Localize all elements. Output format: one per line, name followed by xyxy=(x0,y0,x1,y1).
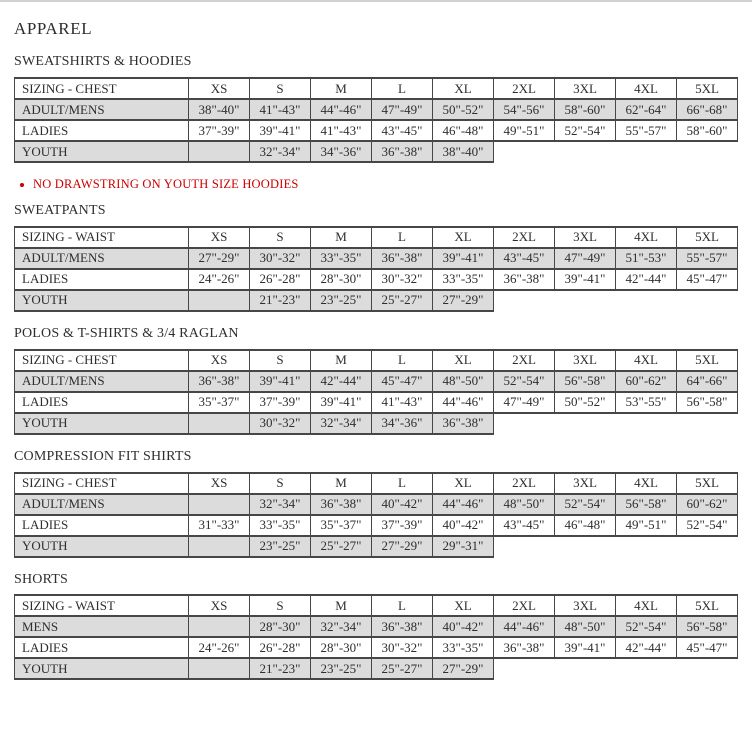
size-cell: 37"-39" xyxy=(189,120,250,141)
size-column-header: 2XL xyxy=(494,78,555,99)
table-row xyxy=(15,99,738,120)
size-column-header: 4XL xyxy=(616,78,677,99)
apparel-section xyxy=(14,326,738,435)
size-column-header: 2XL xyxy=(494,350,555,371)
sizing-table xyxy=(14,472,738,558)
size-cell: 23"-25" xyxy=(311,290,372,311)
table-row xyxy=(15,637,738,658)
table-row xyxy=(15,290,738,311)
size-cell: 41"-43" xyxy=(372,392,433,413)
size-cell: 28"-30" xyxy=(311,269,372,290)
size-cell: 44"-46" xyxy=(433,392,494,413)
table-row xyxy=(15,494,738,515)
size-cell: 45"-47" xyxy=(372,371,433,392)
table-row xyxy=(15,120,738,141)
size-cell: 44"-46" xyxy=(433,494,494,515)
row-label: YOUTH xyxy=(15,536,189,557)
size-column-header: L xyxy=(372,473,433,494)
size-cell: 30"-32" xyxy=(250,413,311,434)
size-cell: 39"-41" xyxy=(555,637,616,658)
size-column-header: 5XL xyxy=(677,78,738,99)
size-cell xyxy=(189,536,250,557)
size-cell: 50"-52" xyxy=(433,99,494,120)
page-title: APPAREL xyxy=(14,19,93,38)
size-cell: 33"-35" xyxy=(433,637,494,658)
note-text: NO DRAWSTRING ON YOUTH SIZE HOODIES xyxy=(33,177,299,192)
size-column-header: XL xyxy=(433,227,494,248)
size-cell: 28"-30" xyxy=(311,637,372,658)
size-cell: 58"-60" xyxy=(677,120,738,141)
sizing-table xyxy=(14,594,738,680)
size-cell: 39"-41" xyxy=(250,120,311,141)
table-row xyxy=(15,371,738,392)
size-cell: 36"-38" xyxy=(494,269,555,290)
size-cell: 30"-32" xyxy=(250,248,311,269)
size-column-header: 5XL xyxy=(677,350,738,371)
size-column-header: 2XL xyxy=(494,473,555,494)
size-cell: 33"-35" xyxy=(311,248,372,269)
sizing-table xyxy=(14,77,738,163)
size-cell: 37"-39" xyxy=(250,392,311,413)
size-column-header: 3XL xyxy=(555,350,616,371)
size-cell: 34"-36" xyxy=(372,413,433,434)
sections-container xyxy=(14,54,738,680)
size-cell: 41"-43" xyxy=(250,99,311,120)
size-cell: 35"-37" xyxy=(189,392,250,413)
size-cell: 41"-43" xyxy=(311,120,372,141)
size-cell: 62"-64" xyxy=(616,99,677,120)
size-cell xyxy=(189,658,250,679)
size-cell: 52"-54" xyxy=(494,371,555,392)
size-cell: 24"-26" xyxy=(189,269,250,290)
row-label: ADULT/MENS xyxy=(15,371,189,392)
size-cell: 49"-51" xyxy=(616,515,677,536)
size-cell: 25"-27" xyxy=(311,536,372,557)
size-column-header: XS xyxy=(189,473,250,494)
size-column-header: 2XL xyxy=(494,227,555,248)
size-cell: 44"-46" xyxy=(311,99,372,120)
size-column-header: S xyxy=(250,350,311,371)
row-label: MENS xyxy=(15,616,189,637)
size-cell: 32"-34" xyxy=(250,494,311,515)
size-cell: 34"-36" xyxy=(311,141,372,162)
size-cell: 39"-41" xyxy=(555,269,616,290)
size-cell: 45"-47" xyxy=(677,637,738,658)
size-column-header: L xyxy=(372,227,433,248)
size-cell: 53"-55" xyxy=(616,392,677,413)
size-cell: 23"-25" xyxy=(250,536,311,557)
section-heading: POLOS & T-SHIRTS & 3/4 RAGLAN xyxy=(14,325,239,341)
apparel-section xyxy=(14,203,738,312)
table-row xyxy=(15,515,738,536)
size-cell: 46"-48" xyxy=(433,120,494,141)
header-row xyxy=(15,595,738,616)
size-column-header: 4XL xyxy=(616,227,677,248)
size-cell: 60"-62" xyxy=(616,371,677,392)
size-cell: 43"-45" xyxy=(494,515,555,536)
size-cell: 32"-34" xyxy=(250,141,311,162)
table-row xyxy=(15,536,738,557)
size-cell: 48"-50" xyxy=(433,371,494,392)
apparel-section xyxy=(14,449,738,558)
size-column-header: XS xyxy=(189,595,250,616)
size-column-header: 3XL xyxy=(555,595,616,616)
size-cell: 27"-29" xyxy=(372,536,433,557)
size-cell: 43"-45" xyxy=(494,248,555,269)
size-column-header: M xyxy=(311,350,372,371)
size-column-header: XS xyxy=(189,227,250,248)
size-cell: 37"-39" xyxy=(372,515,433,536)
size-cell xyxy=(189,290,250,311)
size-cell xyxy=(189,494,250,515)
section-heading: SHORTS xyxy=(14,571,69,587)
size-column-header: 4XL xyxy=(616,350,677,371)
sizing-label-cell: SIZING - CHEST xyxy=(15,473,189,494)
header-row xyxy=(15,350,738,371)
size-cell: 47"-49" xyxy=(372,99,433,120)
size-column-header: XL xyxy=(433,595,494,616)
section-heading: SWEATSHIRTS & HOODIES xyxy=(14,54,192,70)
row-label: LADIES xyxy=(15,392,189,413)
size-cell: 56"-58" xyxy=(555,371,616,392)
row-label: LADIES xyxy=(15,269,189,290)
size-column-header: L xyxy=(372,350,433,371)
size-column-header: XS xyxy=(189,350,250,371)
size-cell: 36"-38" xyxy=(494,637,555,658)
size-cell: 30"-32" xyxy=(372,637,433,658)
size-cell: 27"-29" xyxy=(433,290,494,311)
size-cell: 36"-38" xyxy=(372,616,433,637)
row-label: YOUTH xyxy=(15,413,189,434)
size-cell: 39"-41" xyxy=(311,392,372,413)
sizing-label-cell: SIZING - CHEST xyxy=(15,350,189,371)
table-row xyxy=(15,658,738,679)
header-row xyxy=(15,473,738,494)
size-column-header: L xyxy=(372,595,433,616)
row-label: ADULT/MENS xyxy=(15,99,189,120)
sizing-table xyxy=(14,226,738,312)
size-cell: 56"-58" xyxy=(616,494,677,515)
size-cell: 56"-58" xyxy=(677,616,738,637)
size-cell: 47"-49" xyxy=(494,392,555,413)
header-row xyxy=(15,78,738,99)
size-cell: 30"-32" xyxy=(372,269,433,290)
size-cell: 42"-44" xyxy=(616,637,677,658)
section-heading: COMPRESSION FIT SHIRTS xyxy=(14,448,192,464)
row-label: LADIES xyxy=(15,120,189,141)
size-cell: 33"-35" xyxy=(250,515,311,536)
row-label: YOUTH xyxy=(15,290,189,311)
size-column-header: L xyxy=(372,78,433,99)
size-column-header: XL xyxy=(433,350,494,371)
size-cell: 38"-40" xyxy=(189,99,250,120)
row-label: LADIES xyxy=(15,637,189,658)
size-cell: 24"-26" xyxy=(189,637,250,658)
size-cell: 32"-34" xyxy=(311,616,372,637)
size-cell: 27"-29" xyxy=(433,658,494,679)
row-label: YOUTH xyxy=(15,658,189,679)
size-cell: 48"-50" xyxy=(494,494,555,515)
size-column-header: 5XL xyxy=(677,595,738,616)
size-cell: 55"-57" xyxy=(677,248,738,269)
size-column-header: 2XL xyxy=(494,595,555,616)
size-column-header: 5XL xyxy=(677,473,738,494)
size-cell: 36"-38" xyxy=(372,248,433,269)
size-cell: 21"-23" xyxy=(250,658,311,679)
size-cell: 26"-28" xyxy=(250,637,311,658)
size-cell: 35"-37" xyxy=(311,515,372,536)
size-column-header: 4XL xyxy=(616,473,677,494)
size-cell: 21"-23" xyxy=(250,290,311,311)
size-cell: 40"-42" xyxy=(433,515,494,536)
table-row xyxy=(15,141,738,162)
size-cell: 36"-38" xyxy=(372,141,433,162)
size-cell: 66"-68" xyxy=(677,99,738,120)
size-cell: 56"-58" xyxy=(677,392,738,413)
size-cell: 36"-38" xyxy=(189,371,250,392)
bullet-icon xyxy=(20,183,24,187)
sizing-table xyxy=(14,349,738,435)
size-cell: 52"-54" xyxy=(555,494,616,515)
size-cell: 28"-30" xyxy=(250,616,311,637)
size-cell: 52"-54" xyxy=(616,616,677,637)
size-cell: 29"-31" xyxy=(433,536,494,557)
size-cell: 36"-38" xyxy=(433,413,494,434)
sizing-label-cell: SIZING - CHEST xyxy=(15,78,189,99)
size-column-header: XL xyxy=(433,78,494,99)
size-column-header: S xyxy=(250,595,311,616)
size-cell: 33"-35" xyxy=(433,269,494,290)
size-column-header: S xyxy=(250,473,311,494)
size-cell: 52"-54" xyxy=(555,120,616,141)
size-column-header: 3XL xyxy=(555,78,616,99)
row-label: YOUTH xyxy=(15,141,189,162)
size-cell: 25"-27" xyxy=(372,290,433,311)
size-column-header: S xyxy=(250,227,311,248)
table-row xyxy=(15,269,738,290)
row-label: ADULT/MENS xyxy=(15,494,189,515)
size-cell: 47"-49" xyxy=(555,248,616,269)
table-row xyxy=(15,392,738,413)
row-label: LADIES xyxy=(15,515,189,536)
size-cell: 54"-56" xyxy=(494,99,555,120)
size-cell: 31"-33" xyxy=(189,515,250,536)
row-label: ADULT/MENS xyxy=(15,248,189,269)
size-cell: 45"-47" xyxy=(677,269,738,290)
table-row xyxy=(15,413,738,434)
size-cell: 42"-44" xyxy=(616,269,677,290)
sizing-label-cell: SIZING - WAIST xyxy=(15,227,189,248)
size-column-header: M xyxy=(311,473,372,494)
size-cell: 51"-53" xyxy=(616,248,677,269)
size-column-header: S xyxy=(250,78,311,99)
size-cell: 55"-57" xyxy=(616,120,677,141)
size-column-header: M xyxy=(311,595,372,616)
size-cell: 58"-60" xyxy=(555,99,616,120)
size-column-header: 4XL xyxy=(616,595,677,616)
size-cell: 52"-54" xyxy=(677,515,738,536)
size-cell: 27"-29" xyxy=(189,248,250,269)
sizing-label-cell: SIZING - WAIST xyxy=(15,595,189,616)
table-row xyxy=(15,616,738,637)
apparel-section xyxy=(14,572,738,681)
apparel-section xyxy=(14,54,738,192)
size-column-header: M xyxy=(311,227,372,248)
size-cell: 40"-42" xyxy=(433,616,494,637)
youth-hoodie-note xyxy=(20,177,738,192)
size-cell: 42"-44" xyxy=(311,371,372,392)
section-heading: SWEATPANTS xyxy=(14,203,106,219)
size-cell: 64"-66" xyxy=(677,371,738,392)
size-cell: 43"-45" xyxy=(372,120,433,141)
size-cell: 26"-28" xyxy=(250,269,311,290)
size-column-header: XS xyxy=(189,78,250,99)
size-cell: 60"-62" xyxy=(677,494,738,515)
size-cell: 50"-52" xyxy=(555,392,616,413)
header-row xyxy=(15,227,738,248)
size-column-header: 3XL xyxy=(555,227,616,248)
table-row xyxy=(15,248,738,269)
size-cell: 48"-50" xyxy=(555,616,616,637)
size-column-header: 5XL xyxy=(677,227,738,248)
size-cell: 23"-25" xyxy=(311,658,372,679)
size-cell: 32"-34" xyxy=(311,413,372,434)
size-column-header: M xyxy=(311,78,372,99)
size-cell xyxy=(189,141,250,162)
size-cell: 39"-41" xyxy=(250,371,311,392)
size-cell: 49"-51" xyxy=(494,120,555,141)
size-cell xyxy=(189,413,250,434)
size-column-header: 3XL xyxy=(555,473,616,494)
size-cell: 25"-27" xyxy=(372,658,433,679)
size-column-header: XL xyxy=(433,473,494,494)
size-cell: 36"-38" xyxy=(311,494,372,515)
size-cell: 44"-46" xyxy=(494,616,555,637)
size-cell: 39"-41" xyxy=(433,248,494,269)
size-cell: 46"-48" xyxy=(555,515,616,536)
size-cell xyxy=(189,616,250,637)
size-cell: 38"-40" xyxy=(433,141,494,162)
size-cell: 40"-42" xyxy=(372,494,433,515)
